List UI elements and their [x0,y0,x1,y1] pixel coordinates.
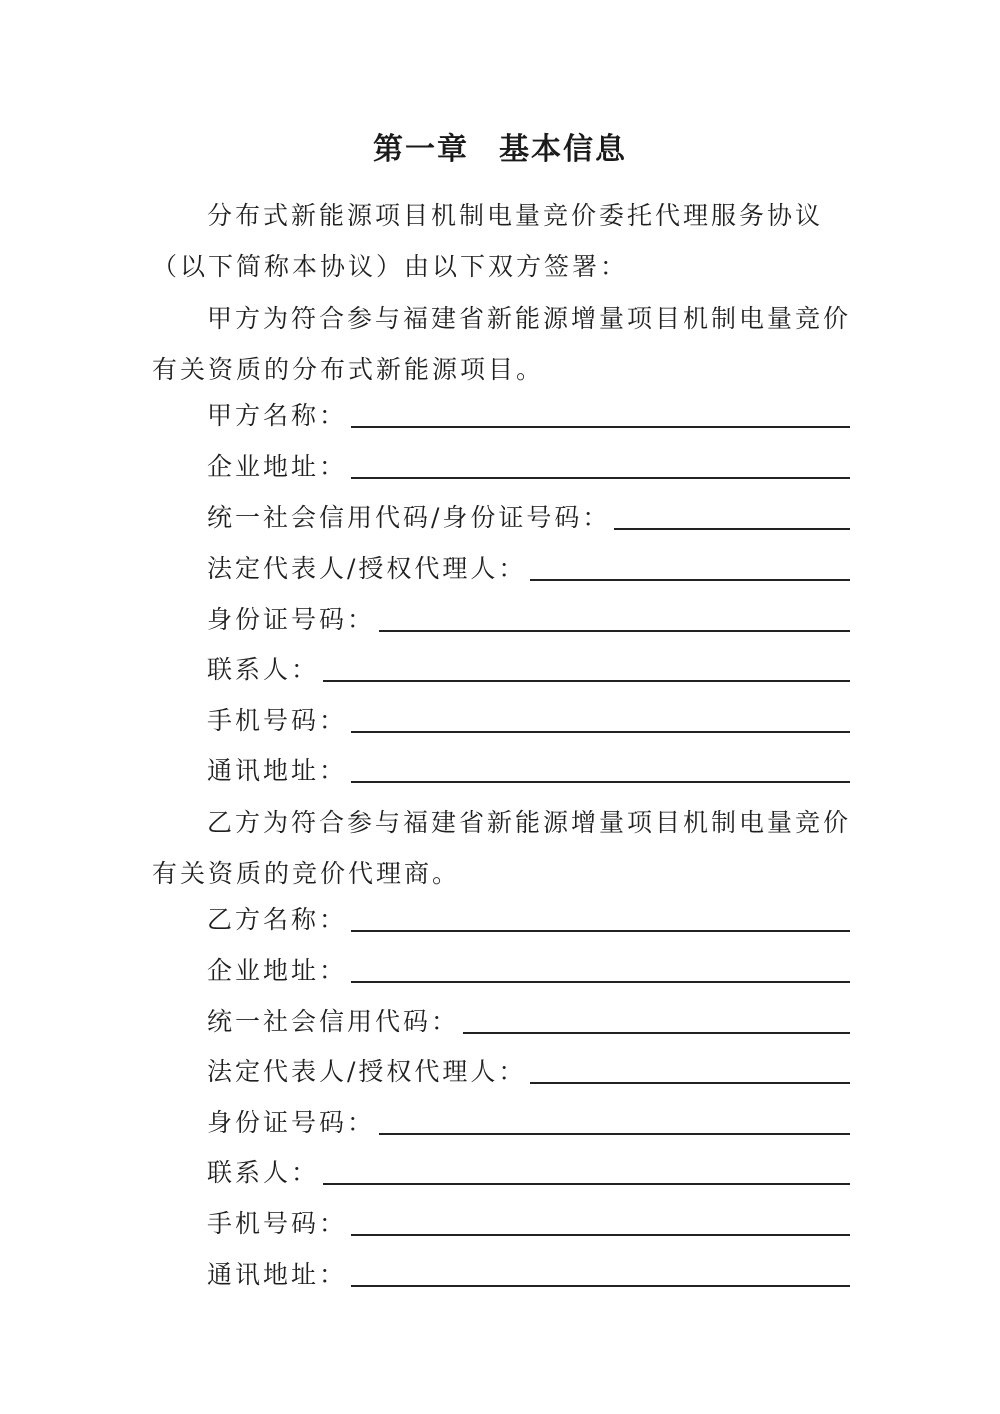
fill-line[interactable] [323,658,850,682]
chapter-number: 第一章 [373,132,469,167]
field-label: 手机号码： [207,1209,348,1238]
field-label: 法定代表人/授权代理人： [207,554,527,583]
party-a-mailing-address-field[interactable] [207,749,850,789]
party-b-address-field[interactable] [207,949,850,989]
field-label: 乙方名称： [207,905,348,934]
fill-line[interactable] [351,959,850,983]
party-b-legal-rep-field[interactable] [207,1050,850,1090]
party-a-id-number-field[interactable] [207,598,850,638]
fill-line[interactable] [351,759,850,783]
party-a-address-field[interactable] [207,445,850,485]
fill-line[interactable] [351,709,850,733]
party-b-mailing-address-field[interactable] [207,1253,850,1293]
party-a-contact-field[interactable] [207,648,850,688]
fill-line[interactable] [530,1060,850,1084]
field-label: 甲方名称： [207,401,348,430]
field-label: 企业地址： [207,452,348,481]
field-label: 统一社会信用代码： [207,1007,460,1036]
fill-line[interactable] [351,1263,850,1287]
field-label: 法定代表人/授权代理人： [207,1057,527,1086]
party-a-legal-rep-field[interactable] [207,547,850,587]
chapter-title [0,128,1000,172]
field-label: 统一社会信用代码/身份证号码： [207,503,611,532]
party-a-credit-code-field[interactable] [207,496,850,536]
field-label: 手机号码： [207,706,348,735]
field-label: 联系人： [207,1158,320,1187]
fill-line[interactable] [323,1161,850,1185]
party-b-id-number-field[interactable] [207,1101,850,1141]
fill-line[interactable] [351,404,850,428]
party-b-name-field[interactable] [207,898,850,938]
fill-line[interactable] [463,1010,850,1034]
party-b-credit-code-field[interactable] [207,1000,850,1040]
party-b-phone-field[interactable] [207,1202,850,1242]
fill-line[interactable] [614,506,850,530]
field-label: 通讯地址： [207,756,348,785]
field-label: 身份证号码： [207,1108,376,1137]
fill-line[interactable] [379,1111,850,1135]
party-b-contact-field[interactable] [207,1151,850,1191]
intro-paragraph: 分布式新能源项目机制电量竞价委托代理服务协议（以下简称本协议）由以下双方签署： [152,201,824,281]
party-a-description: 甲方为符合参与福建省新能源增量项目机制电量竞价有关资质的分布式新能源项目。 [152,304,852,384]
field-label: 通讯地址： [207,1260,348,1289]
field-label: 联系人： [207,655,320,684]
party-b-description: 乙方为符合参与福建省新能源增量项目机制电量竞价有关资质的竞价代理商。 [152,808,852,888]
fill-line[interactable] [351,455,850,479]
party-a-name-field[interactable] [207,394,850,434]
fill-line[interactable] [351,1212,850,1236]
field-label: 企业地址： [207,956,348,985]
fill-line[interactable] [351,908,850,932]
party-a-phone-field[interactable] [207,699,850,739]
field-label: 身份证号码： [207,605,376,634]
chapter-name: 基本信息 [499,132,627,167]
fill-line[interactable] [530,557,850,581]
fill-line[interactable] [379,608,850,632]
